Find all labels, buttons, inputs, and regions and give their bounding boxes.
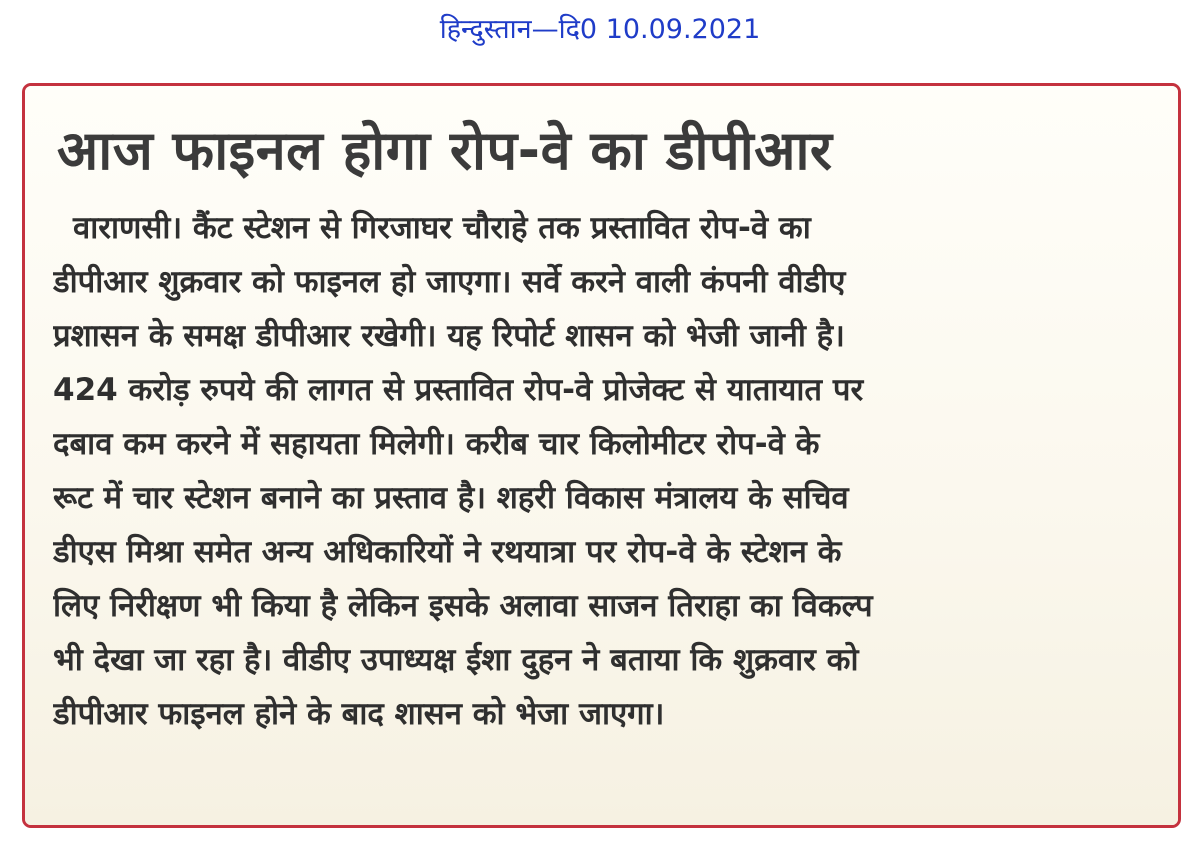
source-date-line: हिन्दुस्तान—दि0 10.09.2021 <box>439 14 761 45</box>
news-clipping <box>22 83 1181 828</box>
article-body-line-8: लिए निरीक्षण भी किया है लेकिन इसके अलावा साजन तिराहा का विकल्प <box>53 588 873 624</box>
article-body-line-1: वाराणसी। कैंट स्टेशन से गिरजाघर चौराहे तक प्रस्तावित रोप-वे का <box>73 210 811 246</box>
article-body-line-6: रूट में चार स्टेशन बनाने का प्रस्ताव है। शहरी विकास मंत्रालय के सचिव <box>53 480 849 516</box>
article-body-line-9: भी देखा जा रहा है। वीडीए उपाध्यक्ष ईशा दुहन ने बताया कि शुक्रवार को <box>53 642 859 678</box>
article-body-line-2: डीपीआर शुक्रवार को फाइनल हो जाएगा। सर्वे करने वाली कंपनी वीडीए <box>53 264 846 300</box>
article-body-line-7: डीएस मिश्रा समेत अन्य अधिकारियों ने रथयात्रा पर रोप-वे के स्टेशन के <box>53 534 842 570</box>
article-body-line-4: 424 करोड़ रुपये की लागत से प्रस्तावित रोप-वे प्रोजेक्ट से यातायात पर <box>53 372 864 408</box>
article-headline: आज फाइनल होगा रोप-वे का डीपीआर <box>57 119 833 182</box>
article-body-line-5: दबाव कम करने में सहायता मिलेगी। करीब चार किलोमीटर रोप-वे के <box>53 426 820 462</box>
article-body <box>53 201 1143 741</box>
article-body-line-10: डीपीआर फाइनल होने के बाद शासन को भेजा जाएगा। <box>53 696 665 732</box>
article-body-line-3: प्रशासन के समक्ष डीपीआर रखेगी। यह रिपोर्ट शासन को भेजी जानी है। <box>53 318 845 354</box>
